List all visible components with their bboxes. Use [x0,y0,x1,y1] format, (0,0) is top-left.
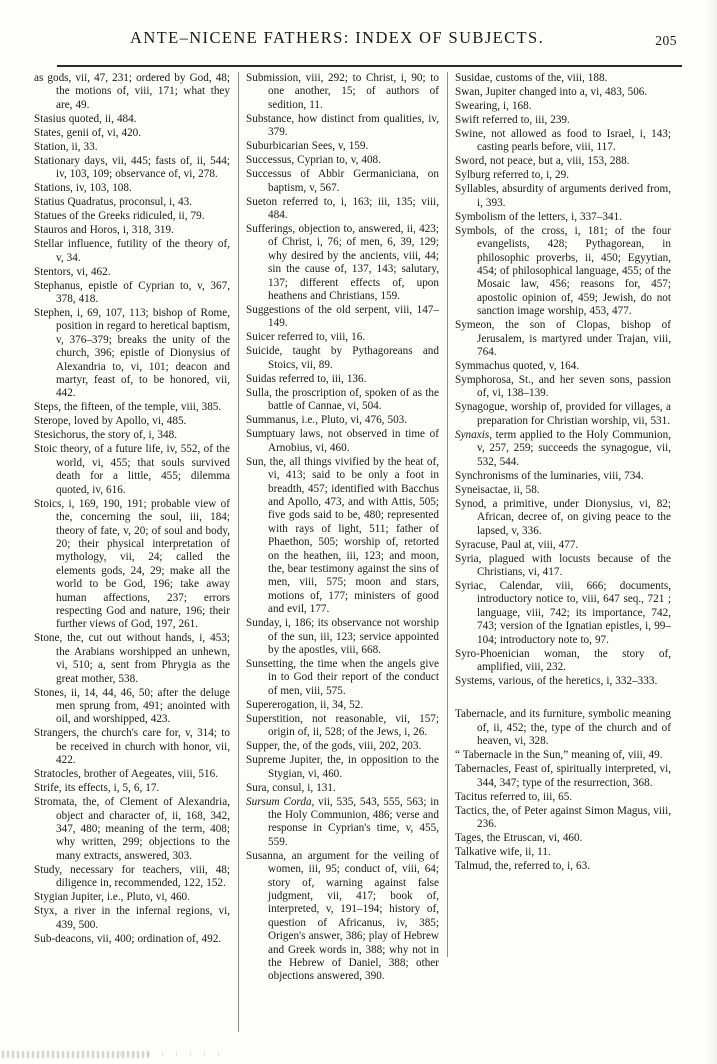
index-entry: Successus of Abbir Germaniciana, on baptism, v, 567. [246,168,439,194]
index-columns [30,72,690,1032]
index-entry: Stoic theory, of a future life, iv, 552, of the world, vi, 455; that souls survived death for a little, 455; dilemma quoted, iv, 616. [34,443,230,496]
index-entry: Sunsetting, the time when the angels give in to God their report of the conduct of men, viii, 575. [246,657,439,697]
index-entry: Station, ii, 33. [34,140,98,153]
index-entry: Swift referred to, iii, 239. [455,114,570,126]
index-entry: Steps, the fifteen, of the temple, viii, 385. [34,401,222,414]
index-entry: Superstition, not reasonable, vii, 157; origin of, ii, 528; of the Jews, i, 26. [246,712,439,739]
index-entry: Stesichorus, the story of, i, 348. [34,429,178,442]
index-entry: Sylburg referred to, i, 29. [455,169,569,182]
index-entry: Synagogue, worship of, provided for villages, a preparation for Christian worship, vii, 531. [455,401,671,427]
index-entry: Tages, the Etruscan, vi, 460. [455,831,583,844]
index-entry: Successus, Cyprian to, v, 408. [246,154,381,167]
index-entry: Sumptuary laws, not observed in time of Arnobius, vi, 460. [246,428,439,454]
header-rule [57,65,682,67]
index-entry: Stromata, the, of Clement of Alexandria, object and character of, ii, 168, 342, 347, 480; meaning of the term, 408; why written, 299; objections to the many extracts, answered, 303. [34,796,230,862]
index-entry: Talmud, the, referred to, i, 63. [455,859,591,872]
index-entry: Summanus, i.e., Pluto, vi, 476, 503. [246,414,408,427]
index-entry: Stephen, i, 69, 107, 113; bishop of Rome, position in regard to heretical baptism, v, 376–379; breaks the unity of the church, 396; epistle of Dionysius of Alexandria to, vi, 101; deacon and martyr, feast of, to be honored, vii, 442. [34,307,230,400]
index-entry: Sun, the, all things vivified by the heat of, vi, 413; said to be only a foot in breadth, 457; identified with Bacchus and Apollo, 473, and with Attis, 505; five gods said to be, 480; represented with rays of light, 511; father of Phaethon, 505; worship of, retorted on the heathen, iii, 123; and moon, the, bear testimony against the sins of men, viii, 575; moon and stars, motions of, 177; ministers of good and evil, 177. [246,455,439,616]
index-entry: Sursum Corda, vii, 535, 543, 555, 563; in the Holy Communion, 486; verse and response in Cyprian's time, v, 455, 559. [246,795,439,848]
index-entry: Supererogation, ii, 34, 52. [246,698,364,711]
page-header [60,28,699,62]
index-entry: Statues of the Greeks ridiculed, ii, 79. [34,210,205,223]
index-entry: Symeon, the son of Clopas, bishop of Jerusalem, is martyred under Trajan, viii, 764. [455,319,671,359]
index-entry: Sub-deacons, vii, 400; ordination of, 492. [34,932,222,945]
index-entry: Susanna, an argument for the veiling of women, iii, 95; conduct of, viii, 64; story of, warning against false judgment, vii, 417; book of, interpreted, v, 191–194; history of, question of Africanus, iv, 385; Origen's answer, 386; play of Hebrew and Greek words in, 388; why not in the Hebrew of Daniel, 388; other objections answered, 390. [246,849,439,983]
index-column-2 [238,72,447,1032]
page-number: 205 [655,33,677,48]
index-entry: Sword, not peace, but a, viii, 153, 288. [455,155,630,168]
index-entry: Stauros and Horos, i, 318, 319. [34,224,174,237]
index-entry: Tactics, the, of Peter against Simon Magus, viii, 236. [455,804,671,830]
index-entry: Symmachus quoted, v, 164. [455,360,580,373]
index-entry: Suggestions of the old serpent, viii, 147–149. [246,304,439,330]
index-entry: Symbolism of the letters, i, 337–341. [455,210,622,223]
index-entry: Swine, not allowed as food to Israel, i, 143; casting pearls before, viii, 117. [455,128,671,154]
index-entry: Stephanus, epistle of Cyprian to, v, 367, 378, 418. [34,279,230,306]
index-entry: Swan, Jupiter changed into a, vi, 483, 506. [455,86,648,98]
index-entry: Symbols, of the cross, i, 181; of the four evangelists, 428; Pythagorean, in philosophic proverbs, ii, 450; Egyytian, 454; of philosophical language, 455; of the Mosaic law, 456; reasons for, 457; apostolic opinion of, 459; Jewish, do not sanction image worship, 453, 477. [455,224,671,318]
index-entry: Supper, the, of the gods, viii, 202, 203. [246,740,422,753]
index-entry: “ Tabernacle in the Sun,” meaning of, viii, 49. [455,749,663,762]
index-entry: as gods, vii, 47, 231; ordered by God, 48; the motions of, viii, 171; what they are, 49. [34,72,230,111]
index-entry: Supreme Jupiter, the, in opposition to the Stygian, vi, 460. [246,754,439,780]
index-entry: Swearing, i, 168. [455,100,532,112]
index-entry: Strife, its effects, i, 5, 6, 17. [34,782,160,795]
index-entry: Suicide, taught by Pythagoreans and Stoics, vii, 89. [246,345,439,371]
running-title: ANTE–NICENE FATHERS: INDEX OF SUBJECTS. [130,28,545,47]
scan-edge-shadow [707,0,717,1064]
index-entry-term-italic: Synaxis [455,428,490,441]
index-entry: Syriac, Calendar, viii, 666; documents, introductory notice to, viii, 647 seq., 721 ; language, viii, 742; its importance, 742, 743; version of the Ignatian epistles, i, 99–104; introductory note to, 97. [455,579,671,646]
index-entry: Systems, various, of the heretics, i, 332–333. [455,674,658,687]
index-entry: Symphorosa, St., and her seven sons, passion of, vi, 138–139. [455,374,671,400]
index-entry: Stasius quoted, ii, 484. [34,112,137,125]
index-entry: Suburbicarian Sees, v, 159. [246,140,369,153]
index-entry: Sura, consul, i, 131. [246,781,336,794]
index-entry: Stationary days, vii, 445; fasts of, ii, 544; iv, 103, 109; observance of, vi, 278. [34,154,230,181]
index-entry: Syllables, absurdity of arguments derived from, i, 393. [455,183,671,209]
index-entry: Study, necessary for teachers, viii, 48; diligence in, recommended, 122, 152. [34,863,230,890]
index-entry: Sufferings, objection to, answered, ii, 423; of Christ, i, 76; of men, 6, 39, 129; why desired by the ancients, viii, 44; sin the cause of, 137, 143; salutary, 137; different effects of, upon heathens and Christians, 159. [246,223,439,303]
index-entry: Statius Quadratus, proconsul, i, 43. [34,196,193,209]
index-entry: Syneisactae, ii, 58. [455,483,540,496]
index-column-3 [447,72,679,1032]
index-entry: Susidae, customs of the, viii, 188. [455,72,608,84]
index-entry: Syracuse, Paul at, viii, 477. [455,538,579,551]
index-entry: Stone, the, cut out without hands, i, 453; the Arabians worshipped an unhewn, vi, 510; a, sent from Phrygia as the great mother, 538. [34,632,230,685]
index-entry: Synaxis, term applied to the Holy Communion, v, 257, 259; succeeds the synagogue, vii, 532, 544. [455,428,671,468]
index-entry: Syria, plagued with locusts because of the Christians, vi, 417. [455,552,671,578]
index-entry: Stoics, i, 169, 190, 191; probable view of the, concerning the soul, iii, 184; theory of fate, v, 20; of soul and body, 20; their physical interpretation of mythology, vii, 24; called the elements gods, 24, 29; make all the world to be God, 196; take away human affections, 237; errors respecting God and nature, 196; their further views of God, 197, 261. [34,497,230,631]
index-entry: Stations, iv, 103, 108. [34,182,132,195]
index-entry: Synchronisms of the luminaries, viii, 734. [455,469,644,482]
index-entry: Syro-Phoenician woman, the story of, amplified, viii, 232. [455,647,671,673]
index-entry: Sulla, the proscription of, spoken of as the battle of Cannae, vi, 504. [246,386,439,413]
index-column-1 [30,72,238,1032]
index-entry: Substance, how distinct from qualities, iv, 379. [246,112,439,139]
index-entry: Sterope, loved by Apollo, vi, 485. [34,415,187,428]
index-entry: Submission, viii, 292; to Christ, i, 90; to one another, 15; of authors of sedition, 11. [246,72,439,111]
index-entry: Stratocles, brother of Aegeates, viii, 516. [34,768,218,781]
index-entry: Suidas referred to, iii, 136. [246,372,367,385]
index-entry: Stentors, vi, 462. [34,265,111,278]
index-entry: Synod, a primitive, under Dionysius, vi, 82; African, decree of, on giving peace to the lapsed, v, 336. [455,497,671,537]
index-entry: Styx, a river in the infernal regions, vi, 439, 500. [34,905,230,931]
index-entry: Sueton referred to, i, 163; iii, 135; viii, 484. [246,195,439,222]
index-entry: Suicer referred to, viii, 16. [246,331,366,344]
index-entry: Tacitus referred to, iii, 65. [455,790,573,803]
index-entry: Tabernacles, Feast of, spiritually interpreted, vi, 344, 347; type of the resurrection, 368. [455,763,671,789]
index-entry: States, genii of, vi, 420. [34,126,142,139]
index-entry: Tabernacle, and its furniture, symbolic meaning of, ii, 452; the, type of the church and of heaven, vi, 328. [455,708,671,748]
index-entry: Stygian Jupiter, i.e., Pluto, vi, 460. [34,891,190,904]
index-entry: Stellar influence, futility of the theory of, v, 34. [34,238,230,264]
index-entry: Strangers, the church's care for, v, 314; to be received in church with honor, vii, 422. [34,727,230,767]
index-entry: Stones, ii, 14, 44, 46, 50; after the deluge men sprung from, 491; anointed with oil, and worshipped, 423. [34,686,230,726]
scan-artifact-smudge-secondary [120,1052,220,1056]
index-entry-term-italic: Sursum Corda [246,795,312,808]
index-entry: Talkative wife, ii, 11. [455,845,551,858]
index-entry: Sunday, i, 186; its observance not worship of the sun, iii, 123; service appointed by the apostles, viii, 668. [246,617,439,656]
